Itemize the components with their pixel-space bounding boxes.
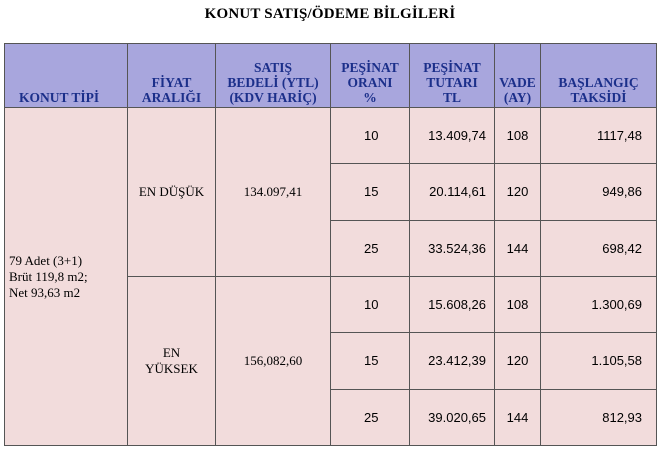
amount-cell: 20.114,61 — [410, 164, 495, 220]
amount-cell: 13.409,74 — [410, 108, 495, 164]
header-fiyat-araligi: FİYAT ARALIĞI — [128, 44, 216, 108]
header-pesinat-orani: PEŞİNAT ORANI % — [331, 44, 410, 108]
rate-cell: 10 — [331, 108, 410, 164]
term-cell: 108 — [495, 276, 541, 332]
range-cell-en-yuksek: EN YÜKSEK — [128, 276, 216, 445]
header-baslangic-taksidi: BAŞLANGIÇ TAKSİDİ — [541, 44, 657, 108]
installment-cell: 812,93 — [541, 389, 657, 445]
rate-cell: 10 — [331, 276, 410, 332]
rate-cell: 15 — [331, 164, 410, 220]
header-satis-bedeli: SATIŞ BEDELİ (YTL) (KDV HARİÇ) — [216, 44, 331, 108]
amount-cell: 33.524,36 — [410, 220, 495, 276]
header-pesinat-tutari: PEŞİNAT TUTARI TL — [410, 44, 495, 108]
page-title: KONUT SATIŞ/ÖDEME BİLGİLERİ — [204, 6, 456, 22]
price-cell-en-dusuk: 134.097,41 — [216, 108, 331, 277]
header-vade: VADE (AY) — [495, 44, 541, 108]
installment-cell: 1117,48 — [541, 108, 657, 164]
rate-cell: 25 — [331, 389, 410, 445]
installment-cell: 1.300,69 — [541, 276, 657, 332]
price-cell-en-yuksek: 156,082,60 — [216, 276, 331, 445]
term-cell: 108 — [495, 108, 541, 164]
header-konut-tipi: KONUT TİPİ — [5, 44, 128, 108]
installment-cell: 1.105,58 — [541, 333, 657, 389]
term-cell: 144 — [495, 389, 541, 445]
amount-cell: 39.020,65 — [410, 389, 495, 445]
amount-cell: 15.608,26 — [410, 276, 495, 332]
sales-payment-table — [4, 43, 657, 446]
header-row — [5, 44, 657, 108]
term-cell: 120 — [495, 164, 541, 220]
rate-cell: 25 — [331, 220, 410, 276]
installment-cell: 949,86 — [541, 164, 657, 220]
installment-cell: 698,42 — [541, 220, 657, 276]
term-cell: 120 — [495, 333, 541, 389]
rate-cell: 15 — [331, 333, 410, 389]
table-row — [5, 108, 657, 164]
term-cell: 144 — [495, 220, 541, 276]
konut-info-cell: 79 Adet (3+1) Brüt 119,8 m2; Net 93,63 m2 — [5, 108, 128, 446]
range-cell-en-dusuk: EN DÜŞÜK — [128, 108, 216, 277]
amount-cell: 23.412,39 — [410, 333, 495, 389]
